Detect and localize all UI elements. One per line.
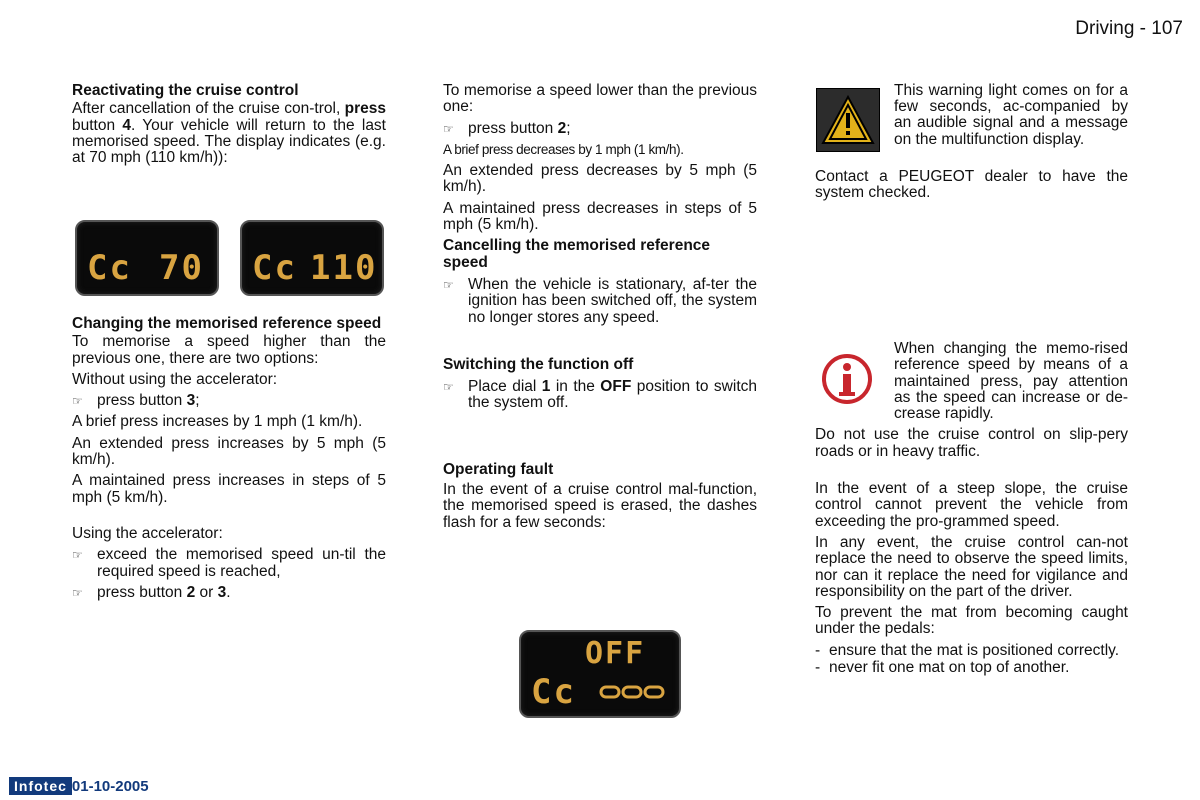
- warning-text: This warning light comes on for a few seconds, ac-companied by an audible signal and a message on the multifunction display.: [894, 82, 1128, 148]
- switching-heading: Switching the function off: [443, 355, 634, 373]
- using-accelerator: Using the accelerator:: [72, 524, 223, 542]
- changing-intro: To memorise a speed higher than the previous one, there are two options:: [72, 333, 386, 367]
- brief-press: A brief press decreases by 1 mph (1 km/h).: [443, 141, 684, 157]
- lower-intro: To memorise a speed lower than the previous one:: [443, 82, 757, 116]
- infotec-logo: Infotec: [9, 777, 72, 795]
- warning-triangle-icon: [817, 89, 879, 151]
- extended-press: An extended press increases by 5 mph (5 km/h).: [72, 434, 386, 469]
- fault-text: In the event of a cruise control mal-function, the memorised speed is erased, the dashes flash for a few seconds:: [443, 481, 757, 531]
- display-mode: Cc: [87, 248, 132, 288]
- changing-caution: When changing the memo-rised reference speed by means of a maintained press, pay attention as the speed can increase or de-crease rapidly.: [894, 340, 1128, 423]
- dashes-display: [599, 684, 667, 702]
- footer: [9, 777, 149, 795]
- reactivating-paragraph: After cancellation of the cruise con-trol, press button 4. Your vehicle will return to the last memorised speed. The display indicates (e.g. at 70 mph (110 km/h)):: [72, 100, 386, 167]
- slippery-warning: Do not use the cruise control on slip-pery roads or in heavy traffic.: [815, 426, 1128, 460]
- display-cc-70: [75, 220, 219, 296]
- pointing-hand-icon: ☞: [72, 548, 83, 563]
- slope-warning: In the event of a steep slope, the cruise control cannot prevent the vehicle from exceeding the pro-grammed speed.: [815, 480, 1128, 530]
- replace-warning: In any event, the cruise control can-not replace the need to observe the speed limits, nor can it replace the need for vigilance and responsibility on the part of the driver.: [815, 533, 1128, 600]
- contact-text: Contact a PEUGEOT dealer to have the system checked.: [815, 168, 1128, 202]
- contact-block: [815, 169, 1128, 207]
- bullet-cancelling: ☞ When the vehicle is stationary, af-ter the ignition has been switched off, the system no longer stores any speed.: [443, 275, 757, 326]
- pointing-hand-icon: ☞: [443, 380, 454, 395]
- pointing-hand-icon: ☞: [443, 121, 454, 136]
- maintained-press: A maintained press decreases in steps of 5 mph (5 km/h).: [443, 199, 757, 234]
- display-off: [519, 630, 681, 718]
- maintained-press: A maintained press increases in steps of 5 mph (5 km/h).: [72, 472, 386, 506]
- display-mode: Cc: [252, 248, 297, 288]
- cancelling-heading: Cancelling the memorised reference speed: [443, 237, 711, 271]
- display-cc-110: [240, 220, 384, 296]
- page-header: Driving - 107: [1075, 18, 1183, 39]
- column-1-lower: [72, 316, 386, 606]
- mat-item: - ensure that the mat is positioned correctly.: [815, 641, 1120, 659]
- column-1: [72, 83, 386, 171]
- mat-intro: To prevent the mat from becoming caught under the pedals:: [815, 604, 1128, 638]
- display-value: 110: [310, 248, 378, 288]
- reactivating-heading: Reactivating the cruise control: [72, 82, 299, 99]
- bullet-press-3: ☞ press button 3;: [72, 392, 200, 410]
- footer-date: 01-10-2005: [71, 778, 149, 795]
- fault-heading: Operating fault: [443, 460, 554, 478]
- bullet-switch-off: ☞ Place dial 1 in the OFF position to switch the system off.: [443, 378, 758, 412]
- bullet-press-2: ☞ press button 2;: [443, 119, 571, 137]
- changing-heading: Changing the memorised reference speed: [72, 315, 382, 332]
- display-off-label: OFF: [585, 636, 646, 671]
- brief-press: A brief press increases by 1 mph (1 km/h).: [72, 413, 363, 431]
- display-value: 70: [159, 248, 204, 288]
- without-accelerator: Without using the accelerator:: [72, 370, 278, 388]
- extended-press: An extended press decreases by 5 mph (5 km/h).: [443, 162, 757, 196]
- pointing-hand-icon: ☞: [72, 585, 83, 600]
- warning-light-box: [816, 88, 880, 152]
- display-mode: Cc: [531, 672, 576, 712]
- pointing-hand-icon: ☞: [443, 277, 454, 292]
- pointing-hand-icon: ☞: [72, 394, 83, 409]
- bullet-press-2-3: ☞ press button 2 or 3.: [72, 583, 231, 601]
- column-3-lower: [815, 341, 1128, 677]
- bullet-exceed: ☞ exceed the memorised speed un-til the required speed is reached,: [72, 546, 386, 580]
- column-2: [443, 83, 757, 536]
- mat-item: - never fit one mat on top of another.: [815, 659, 1070, 677]
- warning-text-block: [894, 83, 1128, 153]
